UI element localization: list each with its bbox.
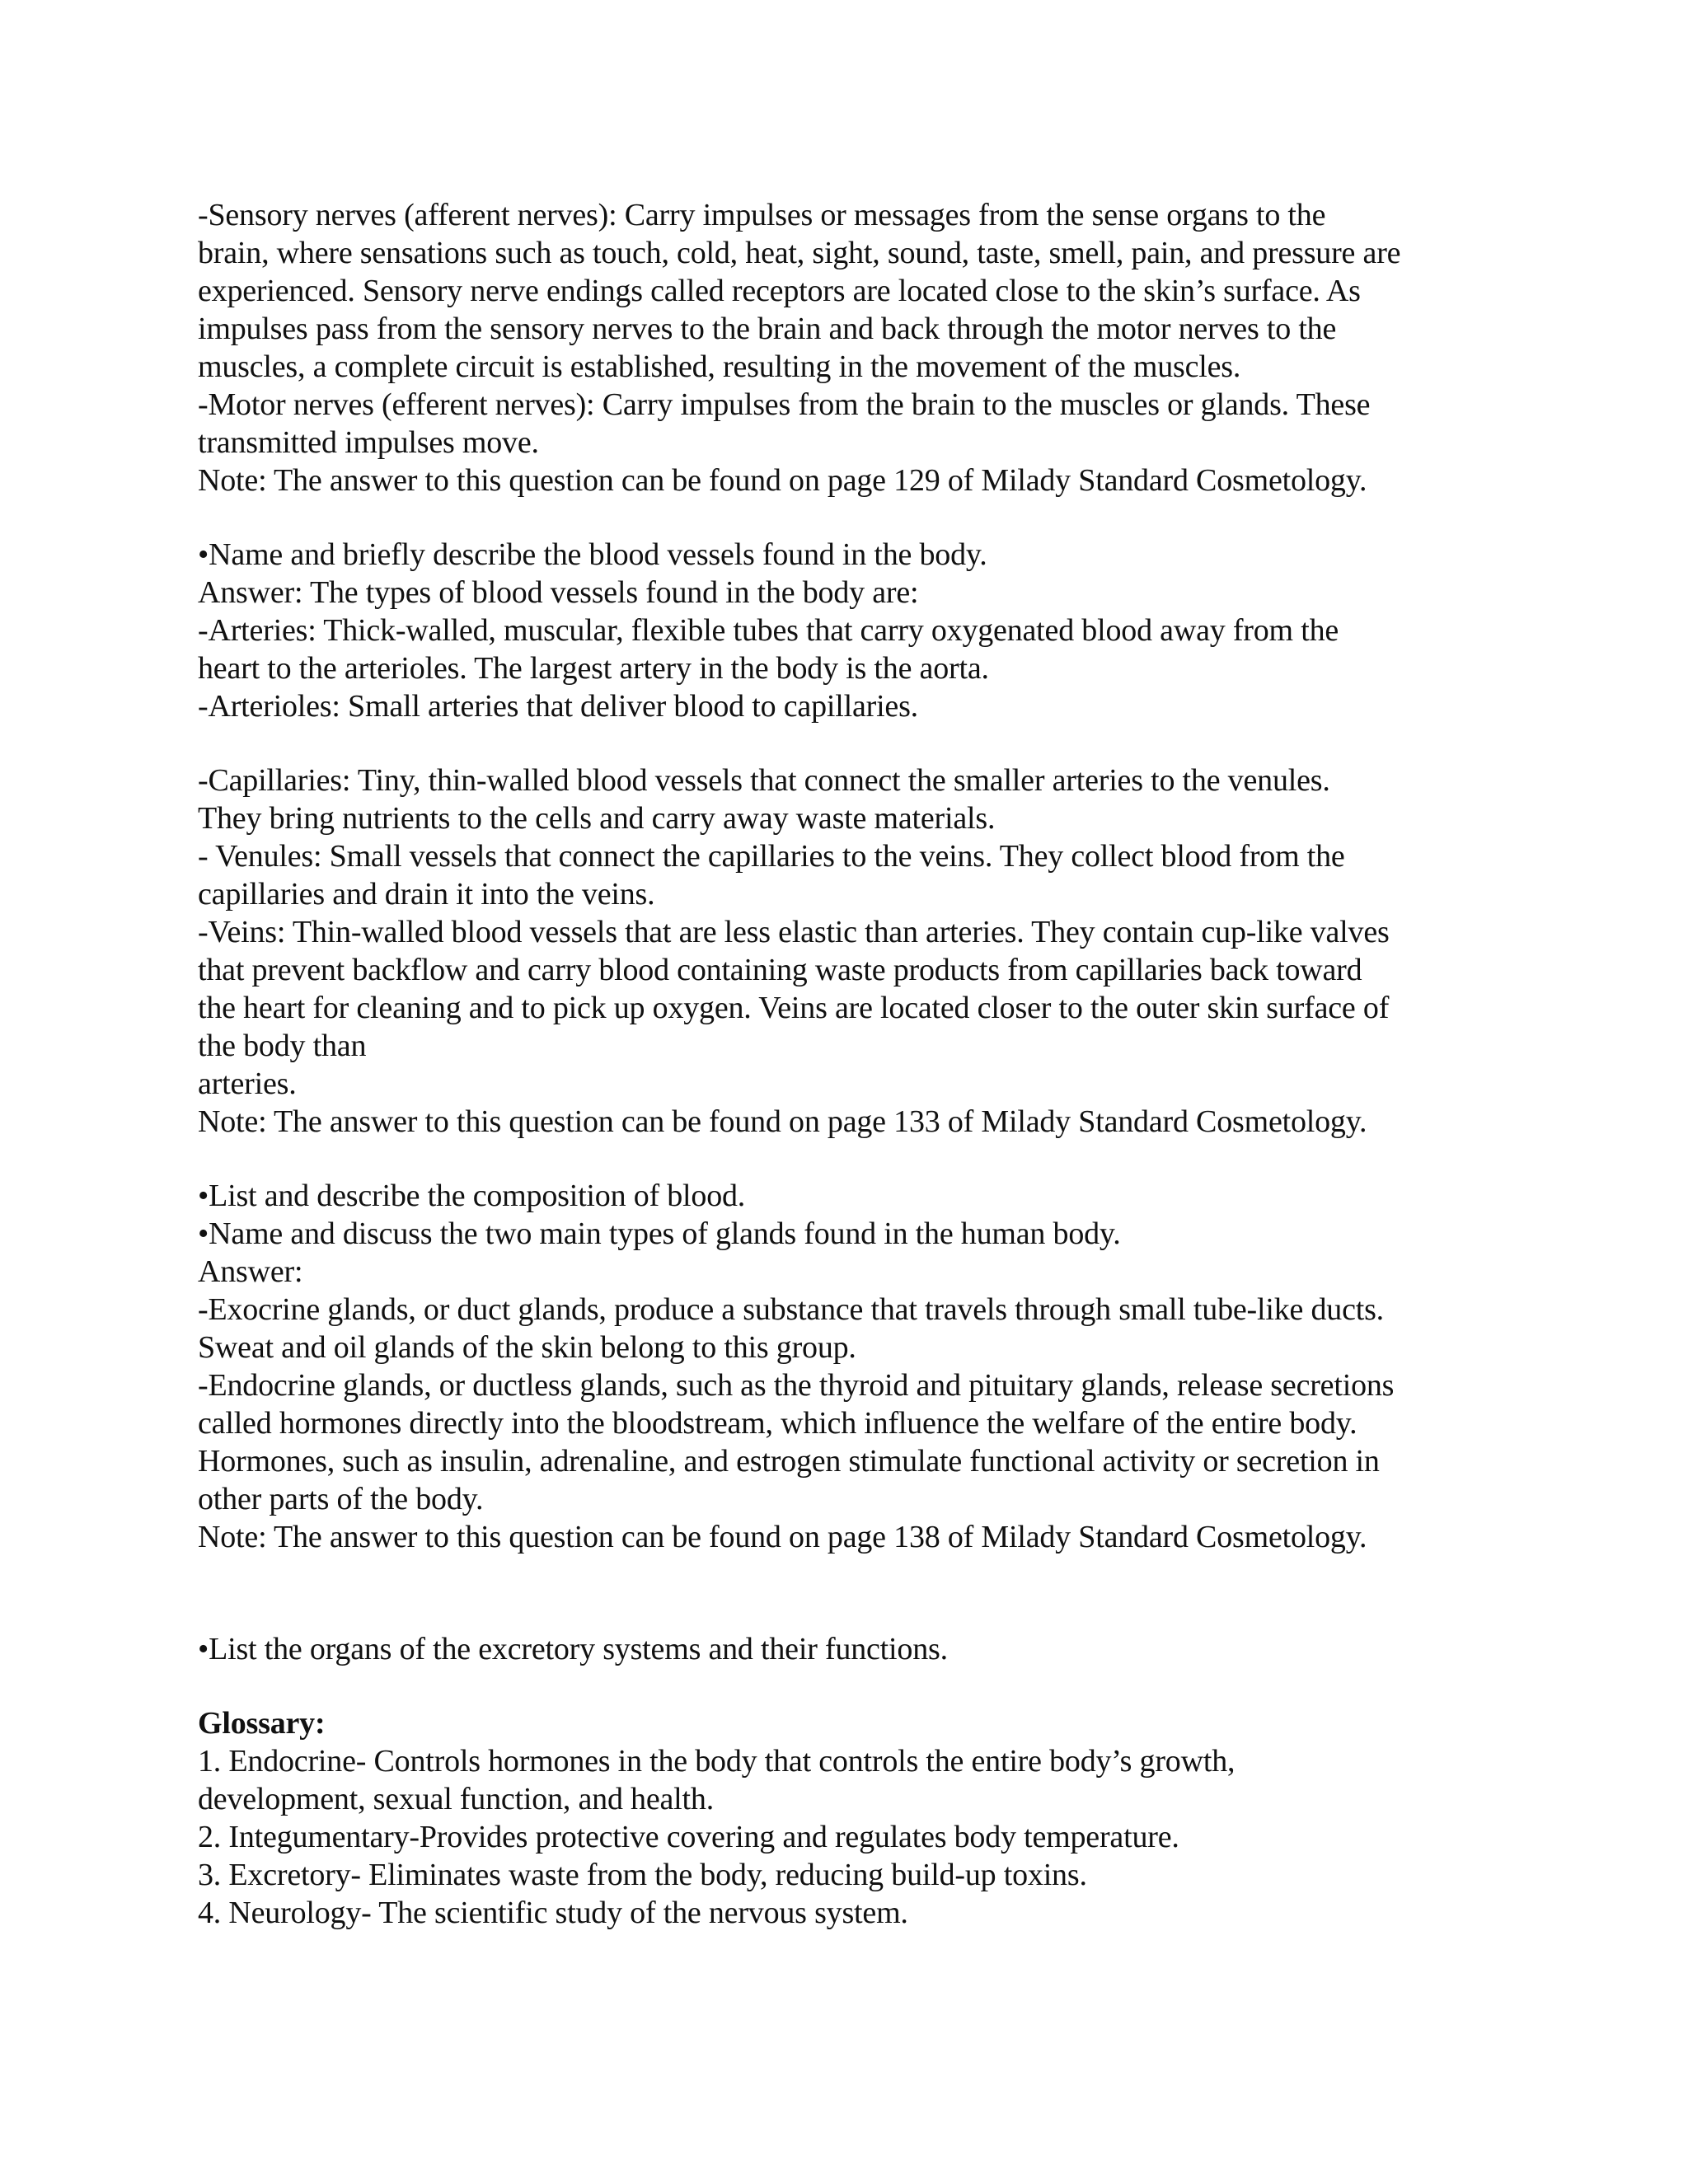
text-line: transmitted impulses move.: [198, 425, 539, 460]
glossary-heading: Glossary:: [198, 1706, 326, 1741]
excretory-section: [198, 1630, 1500, 1668]
paragraph-spacer: [198, 1141, 1500, 1177]
text-line: heart to the arterioles. The largest artery in the body is the aorta.: [198, 651, 989, 686]
text-line: Answer:: [198, 1254, 303, 1289]
text-line: the body than: [198, 1029, 367, 1063]
text-line: called hormones directly into the bloodstream, which influence the welfare of the entire body.: [198, 1406, 1357, 1441]
text-line: -Sensory nerves (afferent nerves): Carry impulses or messages from the sense organs to the: [198, 198, 1326, 232]
note-line: Note: The answer to this question can be found on page 129 of Milady Standard Cosmetology.: [198, 463, 1367, 498]
paragraph-spacer: [198, 1556, 1500, 1630]
text-line: other parts of the body.: [198, 1482, 484, 1516]
text-line: Answer: The types of blood vessels found in the body are:: [198, 575, 919, 610]
text-line: They bring nutrients to the cells and carry away waste materials.: [198, 801, 996, 836]
glossary-item: development, sexual function, and health.: [198, 1782, 714, 1816]
question-line: •Name and briefly describe the blood vessels found in the body.: [198, 537, 987, 572]
text-line: -Arteries: Thick-walled, muscular, flexible tubes that carry oxygenated blood away from the: [198, 613, 1339, 648]
glossary-item: 2. Integumentary-Provides protective covering and regulates body temperature.: [198, 1820, 1179, 1854]
glossary-section: [198, 1704, 1500, 1932]
text-line: that prevent backflow and carry blood containing waste products from capillaries back toward: [198, 953, 1362, 987]
paragraph-spacer: [198, 1668, 1500, 1704]
question-line: •List and describe the composition of blood.: [198, 1179, 746, 1213]
text-line: -Endocrine glands, or ductless glands, such as the thyroid and pituitary glands, release secretions: [198, 1368, 1395, 1403]
text-line: -Capillaries: Tiny, thin-walled blood vessels that connect the smaller arteries to the venules.: [198, 763, 1330, 798]
question-line: •List the organs of the excretory systems and their functions.: [198, 1632, 948, 1666]
text-line: brain, where sensations such as touch, cold, heat, sight, sound, taste, smell, pain, and pressure are: [198, 236, 1401, 270]
text-line: -Exocrine glands, or duct glands, produce a substance that travels through small tube-like ducts.: [198, 1292, 1384, 1327]
text-line: Sweat and oil glands of the skin belong to this group.: [198, 1330, 856, 1365]
text-line: impulses pass from the sensory nerves to the brain and back through the motor nerves to the: [198, 312, 1337, 346]
text-line: capillaries and drain it into the veins.: [198, 877, 655, 912]
glands-section: [198, 1177, 1500, 1556]
blood-vessels-section: [198, 536, 1500, 725]
nerves-section: [198, 196, 1500, 499]
text-line: Hormones, such as insulin, adrenaline, and estrogen stimulate functional activity or secretion in: [198, 1444, 1380, 1479]
text-line: experienced. Sensory nerve endings called receptors are located close to the skin’s surface. As: [198, 274, 1361, 308]
text-line: -Arterioles: Small arteries that deliver blood to capillaries.: [198, 689, 918, 724]
document-body: [198, 196, 1500, 1932]
capillaries-section: [198, 762, 1500, 1141]
paragraph-spacer: [198, 499, 1500, 536]
question-line: •Name and discuss the two main types of glands found in the human body.: [198, 1216, 1121, 1251]
note-line: Note: The answer to this question can be found on page 138 of Milady Standard Cosmetology.: [198, 1520, 1367, 1554]
glossary-item: 4. Neurology- The scientific study of the nervous system.: [198, 1896, 908, 1930]
text-line: - Venules: Small vessels that connect the capillaries to the veins. They collect blood from the: [198, 839, 1345, 874]
glossary-item: 1. Endocrine- Controls hormones in the body that controls the entire body’s growth,: [198, 1744, 1236, 1779]
text-line: -Motor nerves (efferent nerves): Carry impulses from the brain to the muscles or glands. These: [198, 387, 1371, 422]
text-line: the heart for cleaning and to pick up oxygen. Veins are located closer to the outer skin surface of: [198, 991, 1390, 1025]
text-line: muscles, a complete circuit is established, resulting in the movement of the muscles.: [198, 349, 1241, 384]
text-line: -Veins: Thin-walled blood vessels that are less elastic than arteries. They contain cup-like valves: [198, 915, 1390, 949]
text-line: arteries.: [198, 1066, 297, 1101]
note-line: Note: The answer to this question can be found on page 133 of Milady Standard Cosmetology.: [198, 1104, 1367, 1139]
glossary-item: 3. Excretory- Eliminates waste from the body, reducing build-up toxins.: [198, 1858, 1087, 1892]
paragraph-spacer: [198, 725, 1500, 762]
